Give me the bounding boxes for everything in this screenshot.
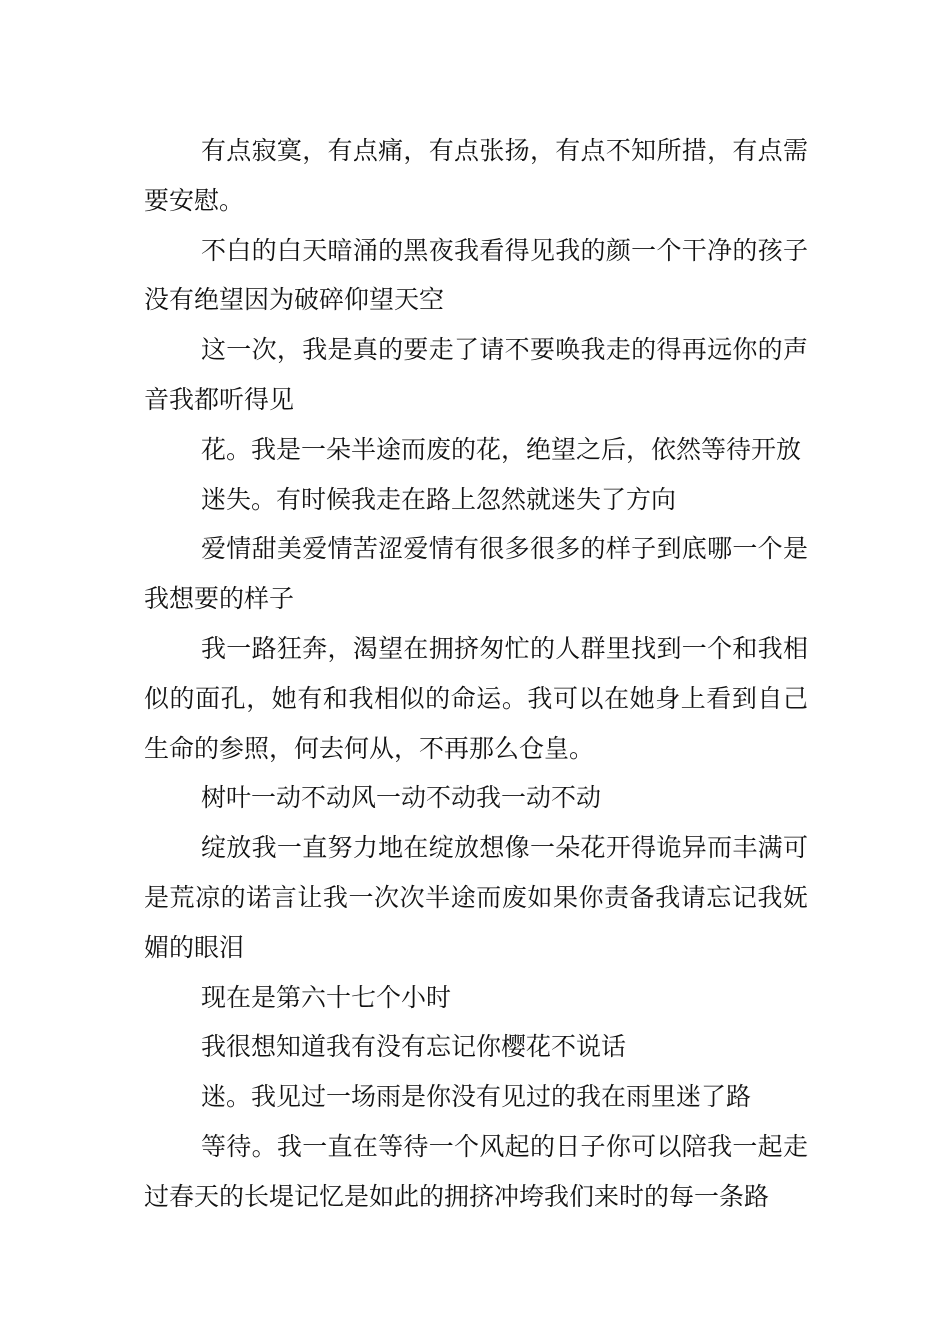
paragraph: 这一次，我是真的要走了请不要唤我走的得再远你的声音我都听得见: [144, 335, 808, 414]
paragraph: 现在是第六十七个小时: [201, 982, 452, 1012]
paragraph: 等待。我一直在等待一个风起的日子你可以陪我一起走过春天的长堤记忆是如此的拥挤冲垮我们来时的每一条路: [144, 1131, 808, 1211]
paragraph: 树叶一动不动风一动不动我一动不动: [201, 783, 602, 813]
paragraph: 绽放我一直努力地在绽放想像一朵花开得诡异而丰满可是荒凉的诺言让我一次次半途而废如果你责备我请忘记我妩媚的眼泪: [144, 833, 808, 962]
paragraph: 爱情甜美爱情苦涩爱情有很多很多的样子到底哪一个是我想要的样子: [144, 534, 808, 614]
paragraph: 我一路狂奔，渴望在拥挤匆忙的人群里找到一个和我相似的面孔，她有和我相似的命运。我可以在她身上看到自己生命的参照，何去何从，不再那么仓皇。: [144, 633, 808, 763]
document-body: [144, 126, 808, 1222]
paragraph: 迷失。有时候我走在路上忽然就迷失了方向: [201, 484, 677, 514]
paragraph: 迷。我见过一场雨是你没有见过的我在雨里迷了路: [201, 1082, 752, 1112]
paragraph: 花。我是一朵半途而废的花，绝望之后，依然等待开放: [201, 434, 802, 464]
paragraph: 我很想知道我有没有忘记你樱花不说话: [201, 1032, 627, 1062]
paragraph: 有点寂寞，有点痛，有点张扬，有点不知所措，有点需要安慰。: [144, 136, 808, 215]
paragraph: 不白的白天暗涌的黑夜我看得见我的颜一个干净的孩子没有绝望因为破碎仰望天空: [144, 235, 808, 315]
